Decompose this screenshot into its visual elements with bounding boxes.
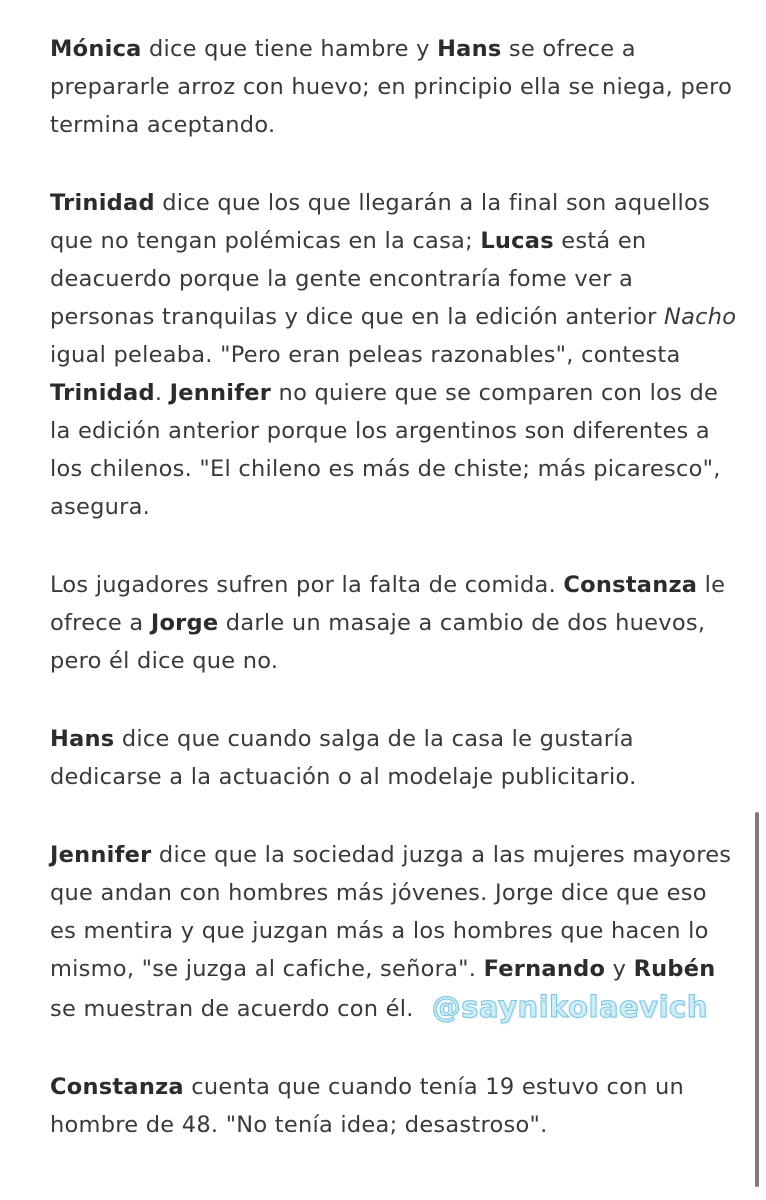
vertical-scrollbar[interactable] bbox=[755, 812, 759, 1187]
paragraph-comida bbox=[50, 566, 740, 680]
paragraph-constanza bbox=[50, 1068, 740, 1144]
text-span: se ofrece a prepararle arroz con huevo; en principio ella se niega, pero termina aceptando. bbox=[50, 36, 733, 138]
name-jennifer: Jennifer bbox=[169, 380, 272, 406]
text-span: se muestran de acuerdo con él. bbox=[50, 996, 414, 1022]
name-nacho: Nacho bbox=[664, 304, 737, 330]
name-monica: Mónica bbox=[50, 36, 142, 62]
name-lucas: Lucas bbox=[480, 228, 554, 254]
paragraph-trinidad-lucas bbox=[50, 184, 740, 526]
name-trinidad: Trinidad bbox=[50, 190, 155, 216]
text-span: Los jugadores sufren por la falta de comida. bbox=[50, 572, 564, 598]
article-body bbox=[50, 30, 740, 1144]
text-span: está en deacuerdo porque la gente encontraría fome ver a personas tranquilas y dice que en la edición anterior bbox=[50, 228, 665, 330]
paragraph-hans bbox=[50, 720, 740, 796]
name-constanza: Constanza bbox=[50, 1074, 184, 1100]
text-span: dice que cuando salga de la casa le gustaría dedicarse a la actuación o al modelaje publicitario. bbox=[50, 726, 637, 790]
name-trinidad: Trinidad bbox=[50, 380, 155, 406]
name-fernando: Fernando bbox=[483, 956, 606, 982]
text-span: no quiere que se comparen con los de la edición anterior porque los argentinos son diferentes a los chilenos. "El chileno es más de chiste; más picaresco", asegura. bbox=[50, 380, 721, 520]
name-jorge: Jorge bbox=[150, 610, 219, 636]
text-span: igual peleaba. "Pero eran peleas razonables", contesta bbox=[50, 342, 681, 368]
text-span: y bbox=[605, 956, 634, 982]
name-constanza: Constanza bbox=[563, 572, 698, 598]
paragraph-monica-hans bbox=[50, 30, 740, 144]
watermark: @saynikolaevich bbox=[431, 990, 708, 1024]
text-span: le ofrece a bbox=[50, 572, 726, 636]
name-jennifer: Jennifer bbox=[50, 842, 152, 868]
text-span: dice que los que llegarán a la final son aquellos que no tengan polémicas en la casa; bbox=[50, 190, 711, 254]
name-hans: Hans bbox=[437, 36, 502, 62]
name-hans: Hans bbox=[50, 726, 115, 752]
name-ruben: Rubén bbox=[633, 956, 716, 982]
text-span: dice que la sociedad juzga a las mujeres mayores que andan con hombres más jóvenes. Jorge dice que eso es mentira y que juzgan más a los hombres que hacen lo mismo, "se juzga al cafiche, señora". bbox=[50, 842, 732, 982]
text-span: . bbox=[154, 380, 170, 406]
text-span: dice que tiene hambre y bbox=[141, 36, 438, 62]
paragraph-jennifer bbox=[50, 836, 740, 1028]
text-span: cuenta que cuando tenía 19 estuvo con un hombre de 48. "No tenía idea; desastroso". bbox=[50, 1074, 685, 1138]
text-span: darle un masaje a cambio de dos huevos, pero él dice que no. bbox=[50, 610, 706, 674]
